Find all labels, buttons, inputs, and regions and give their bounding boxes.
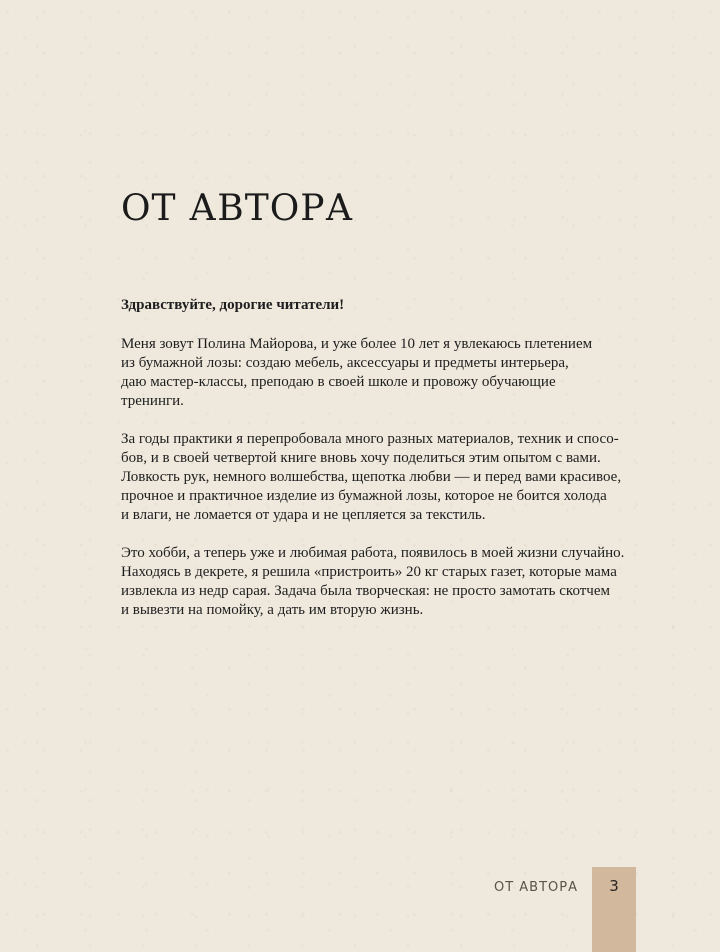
- text-line: и влаги, не ломается от удара и не цепляется за текстиль.: [121, 507, 486, 523]
- paragraph-3: [121, 544, 625, 620]
- text-line: извлекла из недр сарая. Задача была творческая: не просто замотать скотчем: [121, 583, 611, 599]
- page-title: ОТ АВТОРА: [121, 188, 354, 229]
- text-line: Ловкость рук, немного волшебства, щепотка любви — и перед вами красивое,: [121, 469, 622, 485]
- text-line: бов, и в своей четвертой книге вновь хочу поделиться этим опытом с вами.: [121, 450, 601, 466]
- article-body: [121, 296, 625, 639]
- text-line: из бумажной лозы: создаю мебель, аксессуары и предметы интерьера,: [121, 355, 569, 371]
- text-line: и вывезти на помойку, а дать им вторую жизнь.: [121, 602, 424, 618]
- page-number-tab: [592, 867, 636, 952]
- text-line: тренинги.: [121, 393, 184, 409]
- text-line: даю мастер-классы, преподаю в своей школе и провожу обучающие: [121, 374, 556, 390]
- paragraph-1: [121, 335, 591, 411]
- text-line: Находясь в декрете, я решила «пристроить» 20 кг старых газет, которые мама: [121, 564, 617, 580]
- text-line: Это хобби, а теперь уже и любимая работа, появилось в моей жизни случайно.: [121, 545, 625, 561]
- text-line: За годы практики я перепробовала много разных материалов, техник и спосо-: [121, 431, 619, 447]
- running-footer-section: ОТ АВТОРА: [493, 880, 578, 895]
- text-line: Меня зовут Полина Майорова, и уже более 10 лет я увлекаюсь плетением: [121, 336, 593, 352]
- page-number: 3: [609, 877, 619, 895]
- greeting: Здравствуйте, дорогие читатели!: [121, 297, 345, 313]
- paragraph-2: [121, 430, 622, 525]
- text-line: прочное и практичное изделие из бумажной лозы, которое не боится холода: [121, 488, 607, 504]
